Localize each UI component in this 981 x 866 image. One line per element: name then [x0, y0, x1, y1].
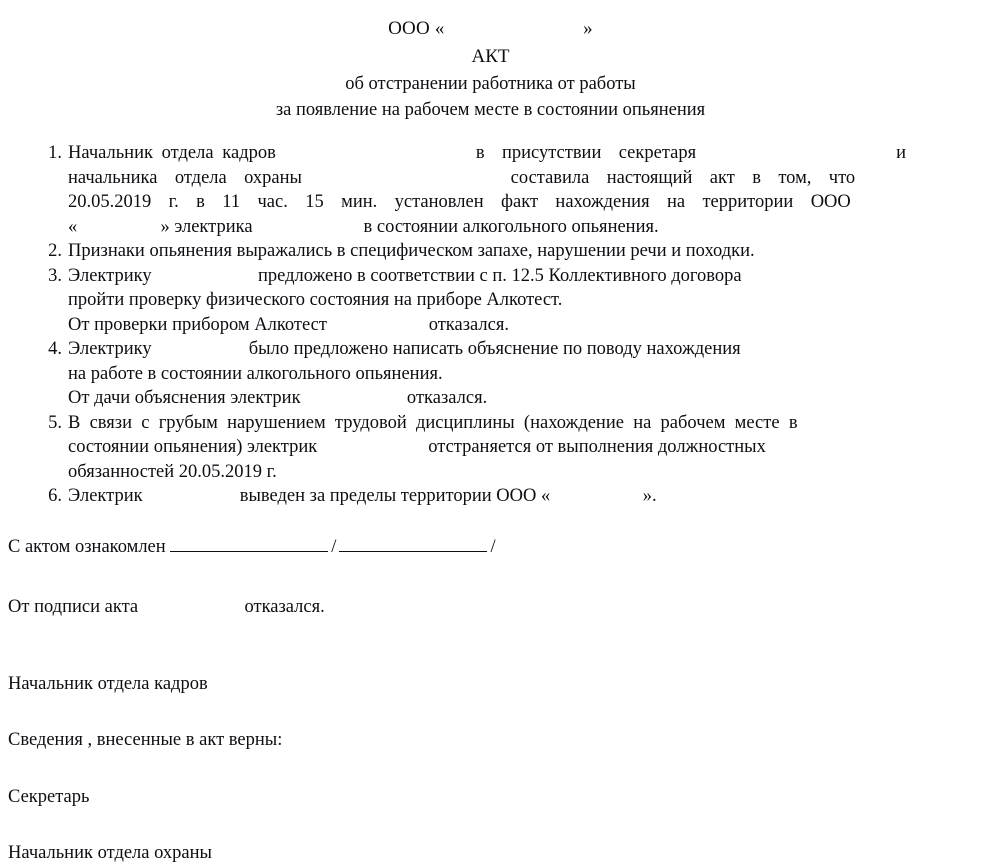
clause-line: Признаки опьянения выражались в специфическом запахе, нарушении речи и походки. [68, 241, 755, 261]
clause-line: От дачи объяснения электрик отказался. [68, 388, 488, 408]
clause-item [0, 141, 981, 239]
signer-hr-head: Начальник отдела кадров [8, 673, 208, 694]
clause-list [0, 141, 981, 509]
clause-line: « » электрика в состоянии алкогольного опьянения. [68, 216, 659, 237]
clause-number: 3. [48, 265, 62, 286]
signature-refusal-line: От подписи акта отказался. [8, 597, 325, 617]
clause-number: 6. [48, 486, 62, 506]
acknowledgement-trailing-separator: / [490, 536, 496, 557]
organization-line: ООО « » [388, 18, 593, 39]
acknowledgement-block [0, 535, 981, 560]
clause-line: Электрику было предложено написать объяснение по поводу нахождения [68, 339, 741, 359]
clause-line: Электрику предложено в соответствии с п. 12.5 Коллективного договора [68, 265, 742, 286]
signature-blank-signature[interactable] [339, 536, 487, 552]
document-header [0, 0, 981, 123]
document-title: АКТ [471, 46, 510, 67]
clause-line: От проверки прибором Алкотест отказался. [68, 314, 509, 335]
clause-line: Начальник отдела кадров в присутствии секретаря и [68, 143, 907, 163]
signer-secretary: Секретарь [8, 786, 90, 807]
clause-line: обязанностей 20.05.2019 г. [68, 461, 277, 482]
clause-item [0, 239, 981, 264]
acknowledgement-label: С актом ознакомлен [8, 536, 171, 557]
clause-line: начальника отдела охраны составила настоящий акт в том, что [68, 167, 856, 188]
acknowledgement-separator: / [331, 536, 337, 557]
clause-number: 1. [48, 143, 62, 163]
clause-line: пройти проверку физического состояния на приборе Алкотест. [68, 290, 563, 310]
clause-item [0, 484, 981, 509]
acknowledgement-line [8, 535, 981, 560]
document-subtitle-line-2: за появление на рабочем месте в состоянии опьянения [275, 100, 706, 120]
clause-number: 5. [48, 412, 62, 433]
clause-line: 20.05.2019 г. в 11 час. 15 мин. установлен факт нахождения на территории ООО [68, 192, 851, 212]
signers-block [0, 672, 981, 866]
signer-verification-note: Сведения , внесенные в акт верны: [8, 730, 283, 750]
clause-line: состоянии опьянения) электрик отстраняется от выполнения должностных [68, 437, 766, 457]
clause-item [0, 264, 981, 338]
signer-security-head: Начальник отдела охраны [8, 843, 212, 863]
clause-item [0, 411, 981, 485]
clause-line: В связи с грубым нарушением трудовой дисциплины (нахождение на рабочем месте в [68, 412, 798, 433]
clause-line: на работе в состоянии алкогольного опьянения. [68, 363, 443, 384]
clause-item [0, 337, 981, 411]
clause-number: 4. [48, 339, 62, 359]
signature-blank-name[interactable] [170, 536, 328, 552]
clause-line: Электрик выведен за пределы территории ООО « ». [68, 486, 657, 506]
clause-number: 2. [48, 241, 62, 261]
document-subtitle-line-1: об отстранении работника от работы [345, 74, 636, 94]
